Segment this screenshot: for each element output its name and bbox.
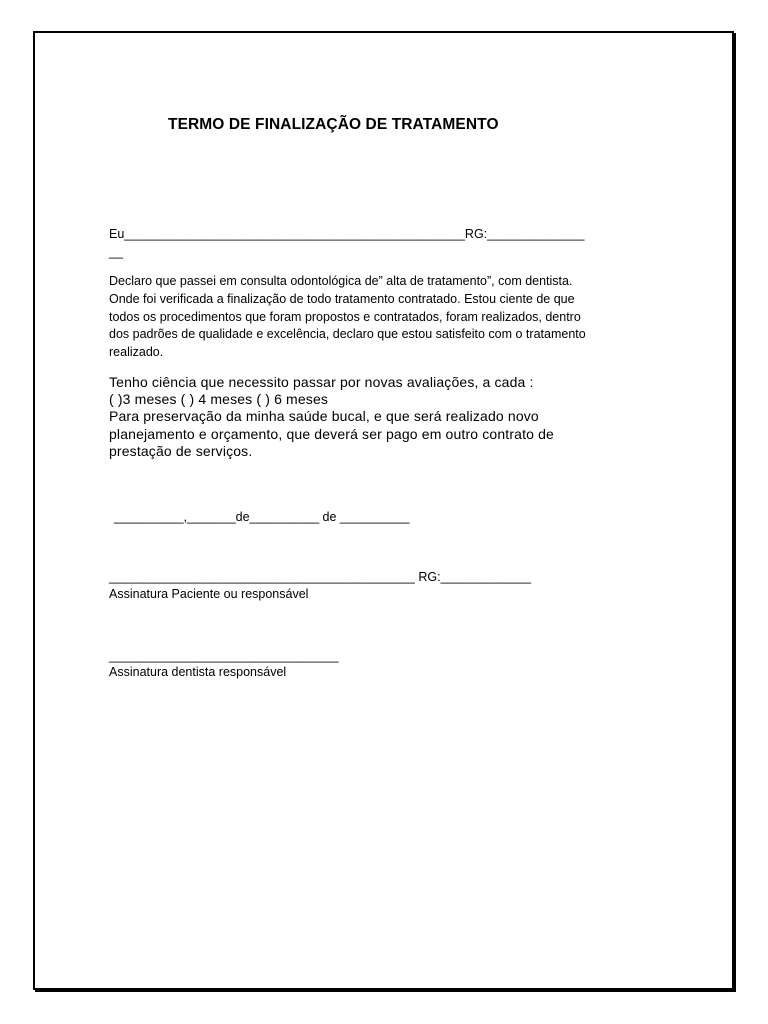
evaluation-line: Para preservação da minha saúde bucal, e que será realizado novo bbox=[109, 408, 539, 425]
evaluation-options: ( )3 meses ( ) 4 meses ( ) 6 meses bbox=[109, 391, 329, 408]
declaration-paragraph bbox=[109, 273, 669, 362]
declaration-line: realizado. bbox=[109, 345, 164, 360]
evaluation-line: planejamento e orçamento, que deverá ser pago em outro contrato de bbox=[109, 425, 554, 442]
dentist-signature-label: Assinatura dentista responsável bbox=[109, 665, 287, 679]
document-title: TERMO DE FINALIZAÇÃO DE TRATAMENTO bbox=[168, 116, 499, 133]
date-line: __________,_______de__________ de __________ bbox=[114, 510, 410, 524]
identification-line-continuation: __ bbox=[109, 245, 123, 259]
patient-signature-line: ____________________________________________ RG:_____________ bbox=[109, 570, 531, 584]
declaration-line: dos padrões de qualidade e excelência, declaro que estou satisfeito com o tratamento bbox=[109, 327, 586, 342]
identification-line: Eu_________________________________________________RG:______________ bbox=[109, 227, 585, 241]
patient-signature-label: Assinatura Paciente ou responsável bbox=[109, 587, 309, 601]
declaration-line: todos os procedimentos que foram propostos e contratados, foram realizados, dentro bbox=[109, 309, 581, 324]
dentist-signature-line: _________________________________ bbox=[109, 649, 339, 663]
evaluation-line: prestação de serviços. bbox=[109, 442, 253, 459]
evaluation-paragraph bbox=[109, 374, 669, 460]
evaluation-line: Tenho ciência que necessito passar por novas avaliações, a cada : bbox=[109, 374, 534, 390]
declaration-line: Declaro que passei em consulta odontológica de” alta de tratamento”, com dentista. bbox=[109, 274, 573, 288]
declaration-line: Onde foi verificada a finalização de todo tratamento contratado. Estou ciente de que bbox=[109, 291, 575, 306]
